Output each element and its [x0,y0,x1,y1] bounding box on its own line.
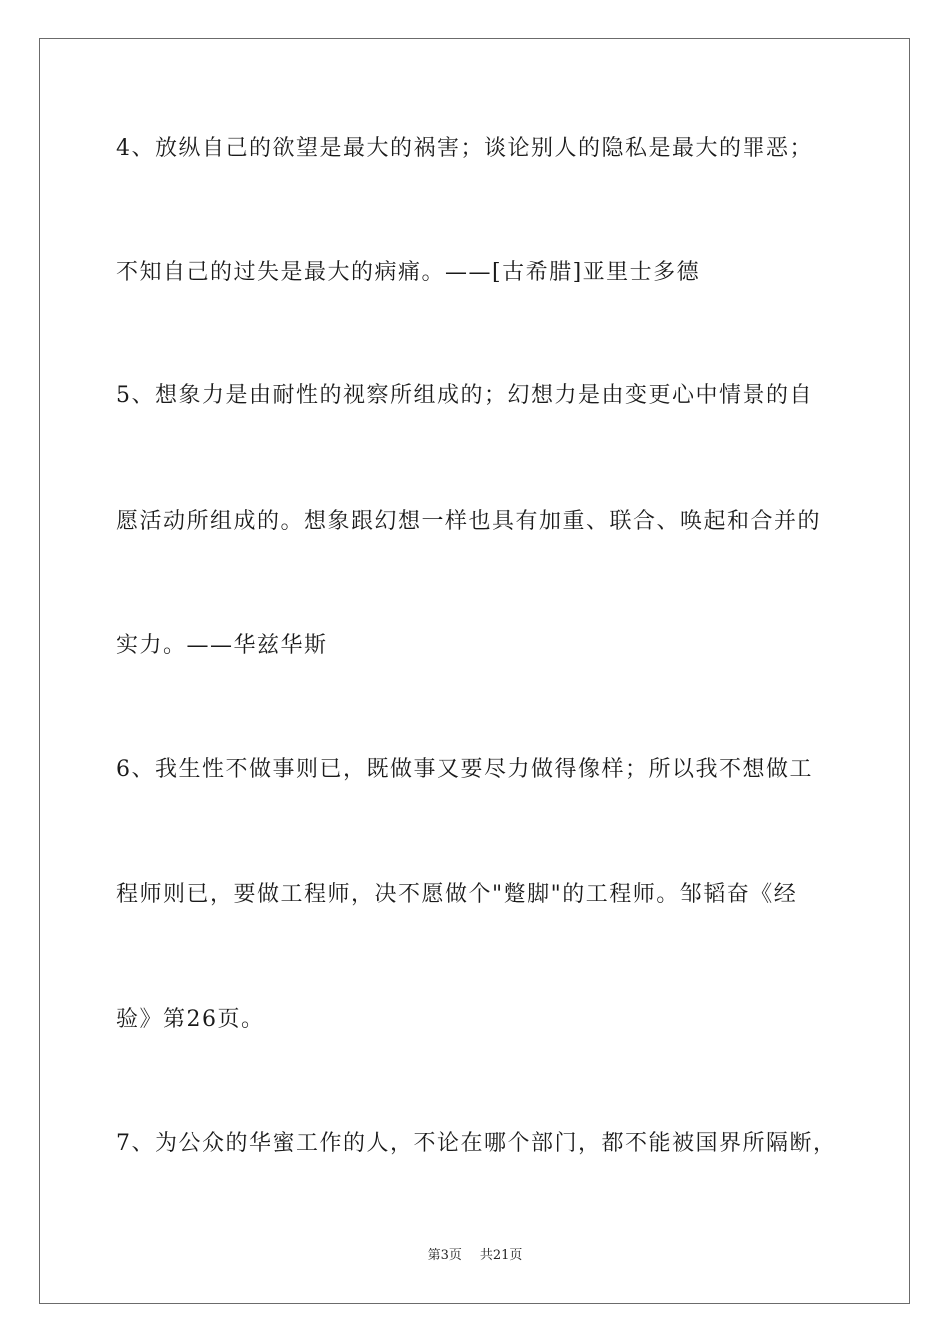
text-line-4: 愿活动所组成的。想象跟幻想一样也具有加重、联合、唤起和合并的 [116,509,822,534]
page-border [39,38,910,1304]
page-number: 第3页 [427,1248,462,1263]
page-footer [0,1246,950,1266]
text-line-5: 实力。——华兹华斯 [116,633,328,658]
text-line-6: 6、我生性不做事则已，既做事又要尽力做得像样；所以我不想做工 [116,757,813,782]
text-line-8: 验》第26页。 [116,1007,265,1032]
text-line-7: 程师则已，要做工程师，决不愿做个"蹩脚"的工程师。邹韬奋《经 [116,882,798,907]
text-line-2: 不知自己的过失是最大的病痛。——[古希腊]亚里士多德 [116,260,701,285]
text-line-1: 4、放纵自己的欲望是最大的祸害；谈论别人的隐私是最大的罪恶； [116,136,813,161]
page-total: 共21页 [479,1248,523,1263]
text-line-9: 7、为公众的华蜜工作的人，不论在哪个部门，都不能被国界所隔断， [116,1131,837,1156]
text-line-3: 5、想象力是由耐性的视察所组成的；幻想力是由变更心中情景的自 [116,383,813,408]
